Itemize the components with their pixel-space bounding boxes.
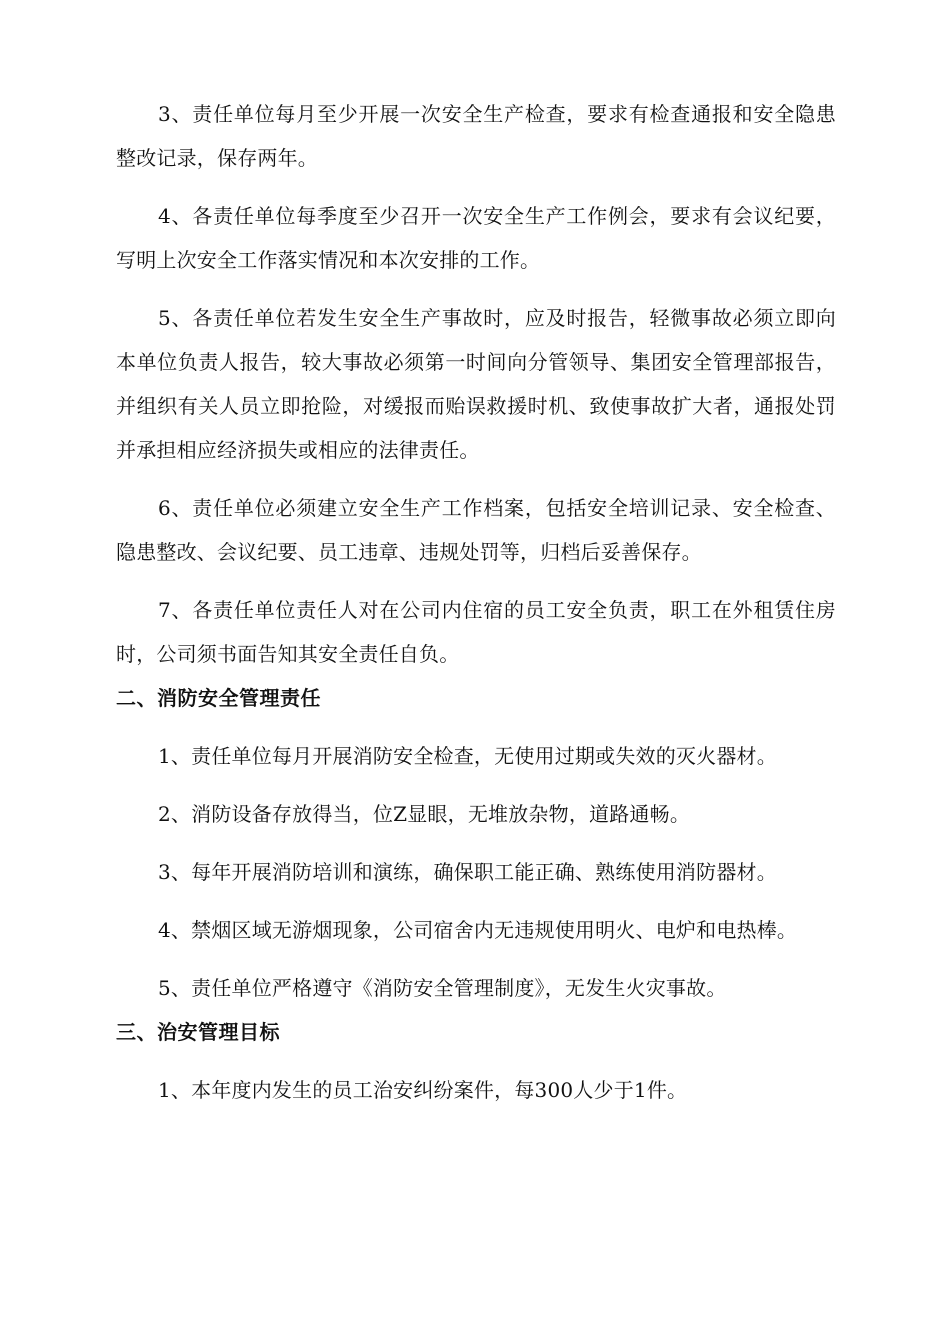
paragraph-item-3: 3、责任单位每月至少开展一次安全生产检查，要求有检查通报和安全隐患整改记录，保存两年。 bbox=[116, 102, 836, 170]
fire-safety-item-3: 3、每年开展消防培训和演练，确保职工能正确、熟练使用消防器材。 bbox=[158, 860, 777, 884]
fire-safety-item-4: 4、禁烟区域无游烟现象，公司宿舍内无违规使用明火、电炉和电热棒。 bbox=[158, 918, 798, 942]
paragraph-item-7: 7、各责任单位责任人对在公司内住宿的员工安全负责，职工在外租赁住房时，公司须书面告知其安全责任自负。 bbox=[116, 598, 836, 666]
fire-safety-item-2: 2、消防设备存放得当，位Z显眼，无堆放杂物，道路通畅。 bbox=[158, 802, 691, 826]
paragraph-item-6: 6、责任单位必须建立安全生产工作档案，包括安全培训记录、安全检查、隐患整改、会议纪要、员工违章、违规处罚等，归档后妥善保存。 bbox=[116, 496, 836, 564]
section-heading-fire-safety: 二、消防安全管理责任 bbox=[116, 686, 321, 710]
fire-safety-item-5: 5、责任单位严格遵守《消防安全管理制度》，无发生火灾事故。 bbox=[158, 976, 727, 1000]
paragraph-item-5: 5、各责任单位若发生安全生产事故时，应及时报告，轻微事故必须立即向本单位负责人报告，较大事故必须第一时间向分管领导、集团安全管理部报告，并组织有关人员立即抢险，对缓报而贻误救援时机、致使事故扩大者，通报处罚并承担相应经济损失或相应的法律责任。 bbox=[116, 306, 836, 462]
fire-safety-item-1: 1、责任单位每月开展消防安全检查，无使用过期或失效的灭火器材。 bbox=[158, 744, 777, 768]
document-page bbox=[116, 92, 836, 1112]
public-security-item-1: 1、本年度内发生的员工治安纠纷案件，每300人少于1件。 bbox=[158, 1078, 688, 1102]
paragraph-item-4: 4、各责任单位每季度至少召开一次安全生产工作例会，要求有会议纪要，写明上次安全工作落实情况和本次安排的工作。 bbox=[116, 204, 836, 272]
section-heading-public-security: 三、治安管理目标 bbox=[116, 1020, 280, 1044]
